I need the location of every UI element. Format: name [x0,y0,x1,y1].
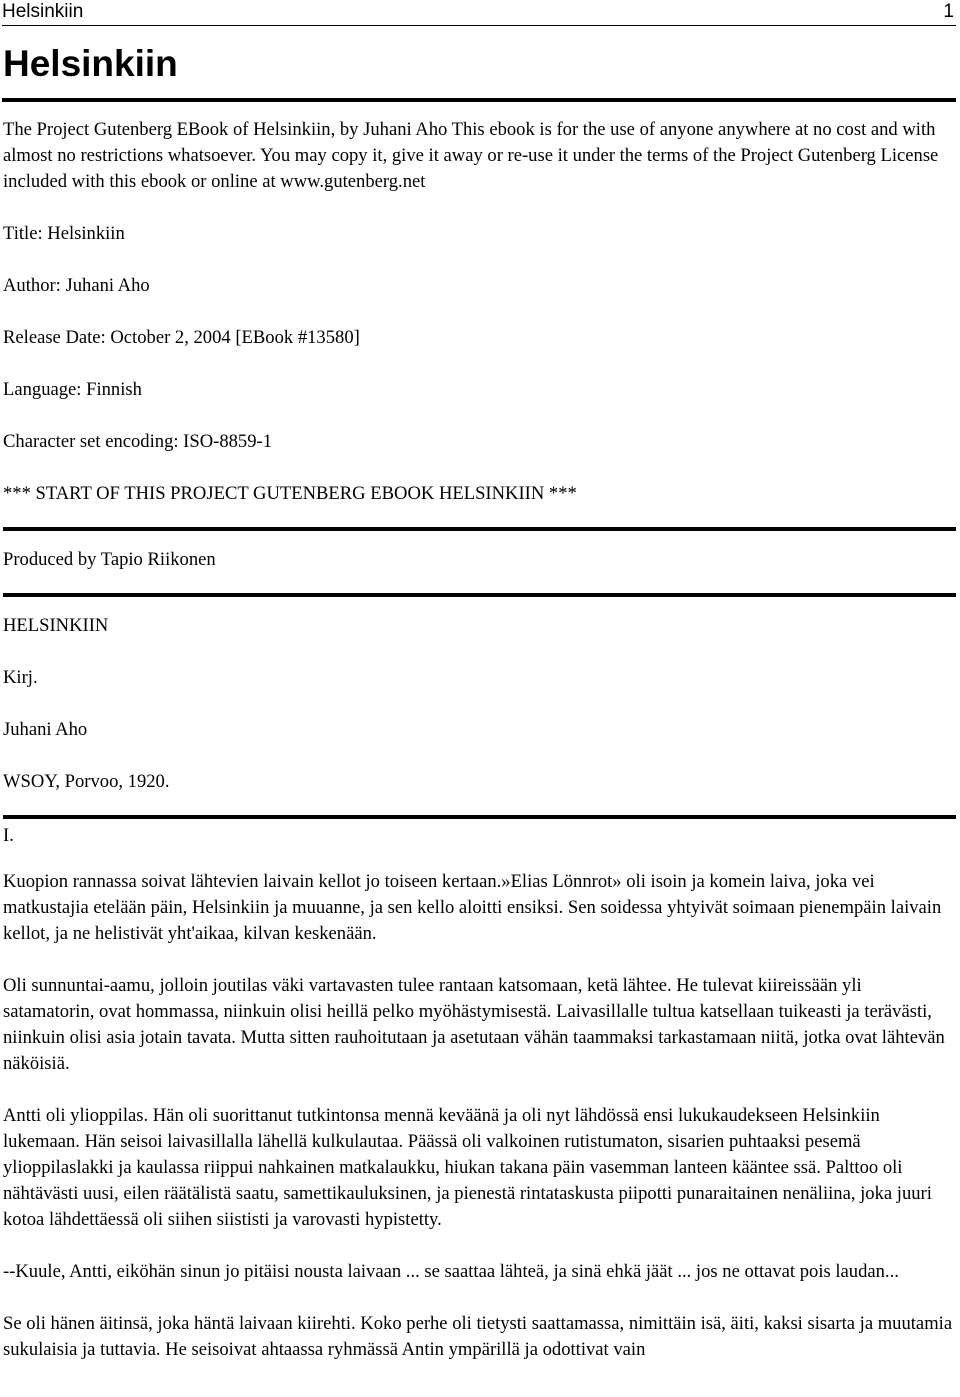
meta-release-date: Release Date: October 2, 2004 [EBook #13580] [3,327,360,348]
page-number: 1 [943,1,954,22]
intro-paragraph: The Project Gutenberg EBook of Helsinkiin, by Juhani Aho This ebook is for the use of anyone anywhere at no cost and with almost no restrictions whatsoever. You may copy it, give it away or re-use it under the terms of the Project Gutenberg License included with this ebook or online at www.gutenberg.net [3,119,939,192]
paragraph: Se oli hänen äitinsä, joka häntä laivaan kiirehti. Koko perhe oli tietysti saattamassa, nimittäin isä, äiti, kaksi sisarta ja muutamia sukulaisia ja tuttavia. He seisoivat ahtaassa ryhmässä Antin ympärillä ja odottivat vain [3,1313,953,1360]
section-divider [3,593,956,597]
section-divider [3,527,956,531]
title-divider [2,98,956,102]
chapter-heading: I. [3,825,14,846]
paragraph: --Kuule, Antti, eiköhän sinun jo pitäisi nousta laivaan ... se saattaa lähteä, ja sinä ehkä jäät ... jos ne ottavat pois laudan... [3,1261,899,1282]
paragraph: Oli sunnuntai-aamu, jolloin joutilas väki vartavasten tulee rantaan katsomaan, ketä lähtee. He tulevat kiireissään yli satamatorin, ovat hommassa, niinkuin olisi heillä pelko myöhästymisestä. Laivasillalle tultua katsellaan tuikeasti ja terävästi, niinkuin olisi asia jotain tavata. Mutta sitten rauhoitutaan ja asetutaan vähän taammaksi tarkastamaan niitä, jotka ovat lähtevän näköisiä. [3,975,945,1074]
document-body [3,117,956,1389]
section-divider [3,815,956,819]
running-header-title: Helsinkiin [2,1,84,22]
meta-language: Language: Finnish [3,379,142,400]
meta-author: Author: Juhani Aho [3,275,150,296]
book-author: Juhani Aho [3,719,88,740]
meta-encoding: Character set encoding: ISO-8859-1 [3,431,273,452]
kirj-label: Kirj. [3,667,38,688]
meta-title: Title: Helsinkiin [3,223,125,244]
header-divider [2,25,956,26]
document-title: Helsinkiin [3,43,178,84]
publisher: WSOY, Porvoo, 1920. [3,771,170,792]
paragraph: Kuopion rannassa soivat lähtevien laivain kellot jo toiseen kertaan.»Elias Lönnrot» oli isoin ja komein laiva, joka vei matkustajia etelään päin, Helsinkiin ja muuanne, ja sen kello aloitti ensiksi. Sen soidessa yhtyivät soimaan pienempäin laivain kellot, ja ne helistivät yht'aikaa, kilvan keskenään. [3,871,942,944]
start-marker: *** START OF THIS PROJECT GUTENBERG EBOOK HELSINKIIN *** [3,483,577,504]
book-title: HELSINKIIN [3,615,109,636]
running-header [2,0,956,24]
produced-by: Produced by Tapio Riikonen [3,549,216,570]
paragraph: Antti oli ylioppilas. Hän oli suorittanut tutkintonsa mennä keväänä ja oli nyt lähdössä ensi lukukaudekseen Helsinkiin lukemaan. Hän seisoi laivasillalla lähellä kulkulautaa. Päässä oli valkoinen rutistumaton, sisarien puhtaaksi pesemä ylioppilaslakki ja kaulassa riippui nahkainen matkalaukku, hiukan takana päin vasemman lanteen kääntee ssä. Palttoo oli nähtävästi uusi, eilen räätälistä saatu, samettikauluksinen, ja pienestä rintataskusta piipotti punaraitainen nenäliina, joka juuri kotoa lähdettäessä oli siihen siististi ja varovasti hypistetty. [3,1105,932,1230]
